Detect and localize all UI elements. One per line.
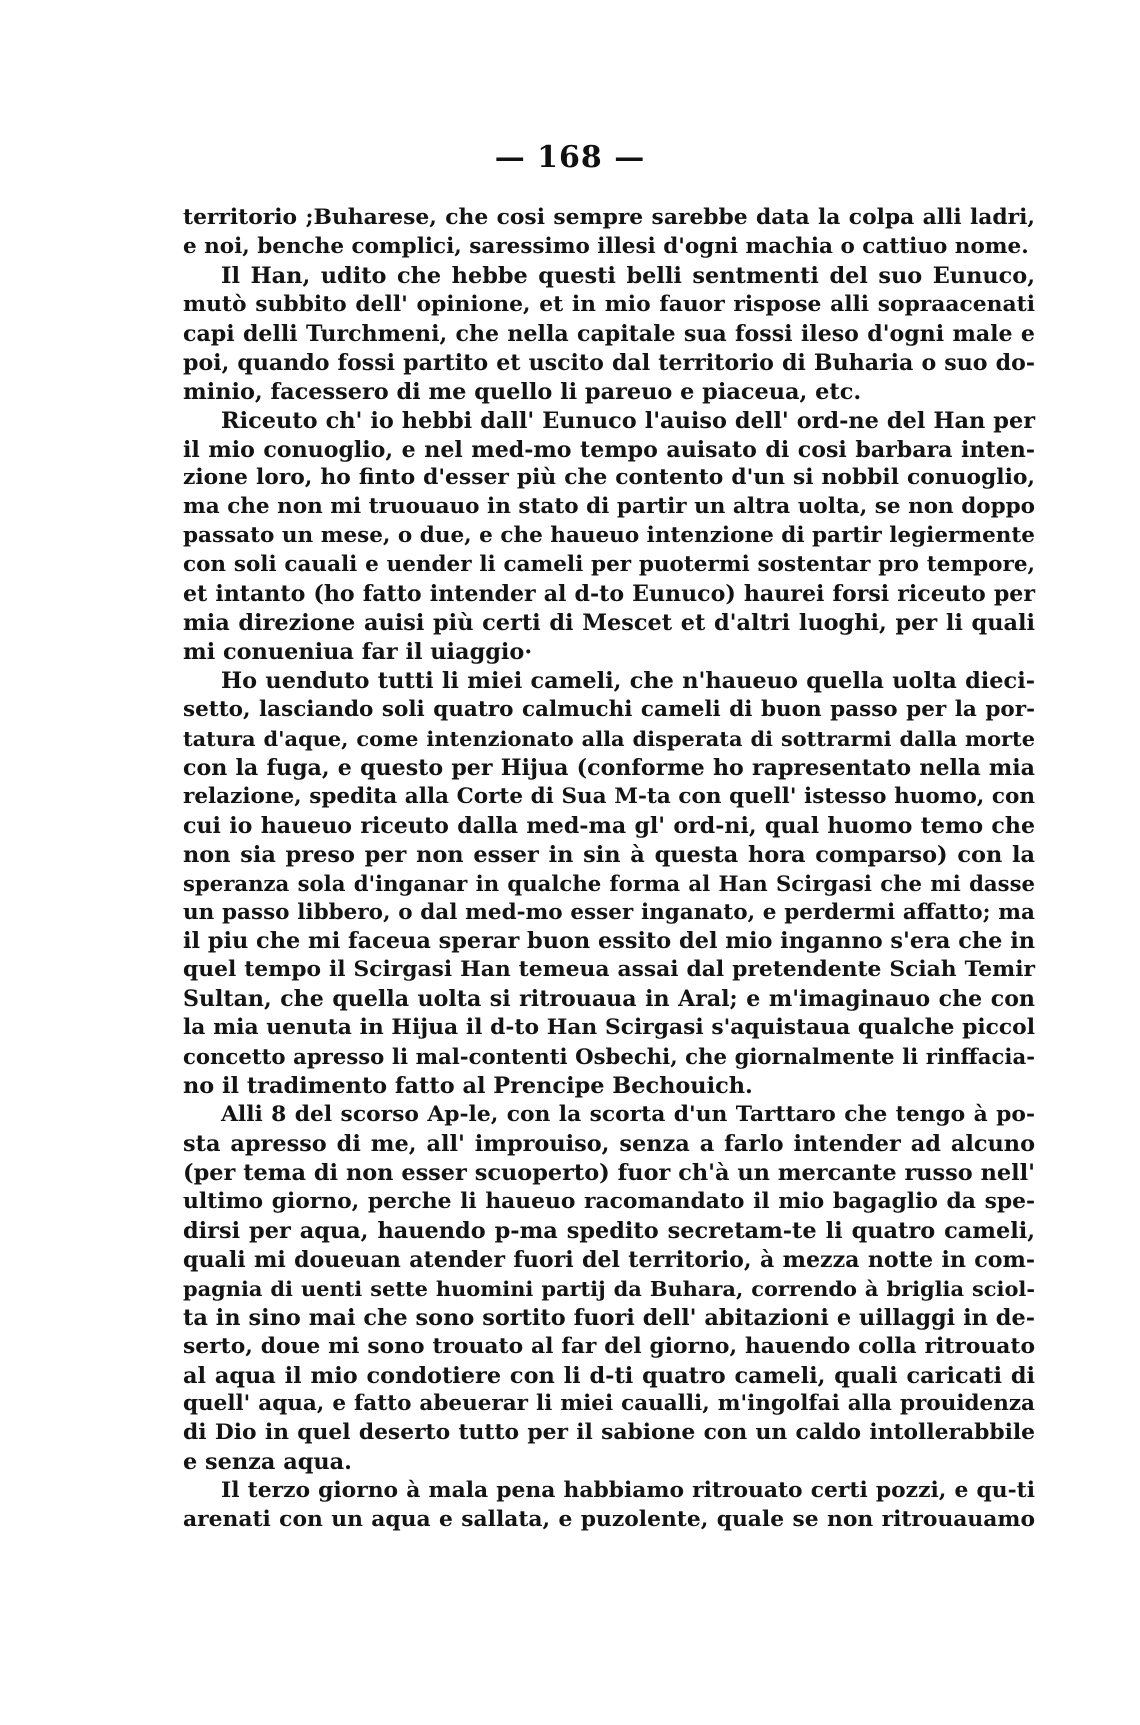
text-line: zione loro, ho finto d'esser più che contento d'un si nobbil conuoglio, xyxy=(183,465,1035,491)
paragraph-first-line: Il terzo giorno à mala pena habbiamo ritrouato certi pozzi, e qu-ti xyxy=(221,1478,1035,1504)
text-line: quel tempo il Scirgasi Han temeua assai dal pretendente Sciah Temir xyxy=(183,957,1035,983)
text-line: mutò subbito dell' opinione, et in mio fauor rispose alli sopraacenati xyxy=(183,291,1035,317)
text-line: minio, facessero di me quello li pareuo e piaceua, etc. xyxy=(183,378,862,405)
text-line: quali mi doueuan atender fuori del territorio, à mezza notte in com- xyxy=(183,1246,1035,1273)
text-line: con soli cauali e uender li cameli per puotermi sostentar pro tempore, xyxy=(183,552,1035,578)
text-line: (per tema di non esser scuoperto) fuor ch'à un mercante russo nell' xyxy=(183,1159,1035,1186)
text-line: arenati con un aqua e sallata, e puzolente, quale se non ritrouauamo xyxy=(183,1507,1035,1533)
text-line: passato un mese, o due, e che haueuo intenzione di partir legiermente xyxy=(183,523,1035,549)
paragraph-first-line: Il Han, udito che hebbe questi belli sentmenti del suo Eunuco, xyxy=(221,262,1035,289)
text-line: il piu che mi faceua sperar buon essito del mio inganno s'era che in xyxy=(183,928,1035,955)
text-line: capi delli Turchmeni, che nella capitale sua fossi ileso d'ogni male e xyxy=(183,320,1035,347)
text-line: non sia preso per non esser in sin à questa hora comparso) con la xyxy=(183,841,1035,868)
text-line: e senza aqua. xyxy=(183,1449,352,1476)
text-line: concetto apresso li mal-contenti Osbechi, che giornalmente li rinffacia- xyxy=(183,1044,1035,1070)
text-line: mi conueniua far il uiaggio· xyxy=(183,639,533,666)
text-line: sta apresso di me, all' improuiso, senza a farlo intender ad alcuno xyxy=(183,1131,1035,1157)
text-line: tatura d'aque, come intenzionato alla disperata di sottrarmi dalla morte xyxy=(183,725,1035,751)
text-line: un passo libbero, o dal med-mo esser inganato, e perdermi affatto; ma xyxy=(183,899,1035,925)
text-line: quell' aqua, e fatto abeuerar li miei caualli, m'ingolfai alla prouidenza xyxy=(183,1391,1035,1417)
text-line: cui io haueuo riceuto dalla med-ma gl' ord-ni, qual huomo temo che xyxy=(183,812,1035,839)
text-line: serto, doue mi sono trouato al far del giorno, hauendo colla ritrouato xyxy=(183,1333,1035,1359)
paragraph-first-line: Alli 8 del scorso Ap-le, con la scorta d'un Tarttaro che tengo à po- xyxy=(221,1102,1035,1128)
text-line: ultimo giorno, perche li haueuo racomandato il mio bagaglio da spe- xyxy=(183,1188,1035,1214)
text-line: ma che non mi truouauo in stato di partir un altra uolta, se non doppo xyxy=(183,494,1035,520)
text-line: ta in sino mai che sono sortito fuori dell' abitazioni e uillaggi in de- xyxy=(183,1304,1035,1331)
paragraph-first-line: Riceuto ch' io hebbi dall' Eunuco l'auiso dell' ord-ne del Han per xyxy=(221,407,1035,434)
text-line: e noi, benche complici, saressimo illesi d'ogni machia o cattiuo nome. xyxy=(183,233,1029,259)
text-line: territorio ;Buharese, che cosi sempre sarebbe data la colpa alli ladri, xyxy=(183,205,1035,230)
page-number: — 168 — xyxy=(494,140,646,175)
text-line: setto, lasciando soli quatro calmuchi cameli di buon passo per la por- xyxy=(183,696,1035,722)
text-line: Sultan, che quella uolta si ritrouaua in Aral; e m'imaginauo che con xyxy=(183,986,1035,1013)
text-line: dirsi per aqua, hauendo p-ma spedito secretam-te li quatro cameli, xyxy=(183,1217,1035,1244)
text-line: speranza sola d'inganar in qualche forma al Han Scirgasi che mi dasse xyxy=(183,870,1035,896)
text-line: no il tradimento fatto al Prencipe Bechouich. xyxy=(183,1073,753,1100)
text-line: con la fuga, e questo per Hijua (conforme ho rapresentato nella mia xyxy=(183,754,1035,781)
text-line: et intanto (ho fatto intender al d-to Eunuco) haurei forsi riceuto per xyxy=(183,581,1035,608)
text-line: al aqua il mio condotiere con li d-ti quatro cameli, quali caricati di xyxy=(183,1362,1035,1389)
text-line: poi, quando fossi partito et uscito dal territorio di Buharia o suo do- xyxy=(183,349,1035,376)
text-line: il mio conuoglio, e nel med-mo tempo auisato di cosi barbara inten- xyxy=(183,436,1035,463)
text-line: la mia uenuta in Hijua il d-to Han Scirgasi s'aquistaua qualche piccol xyxy=(183,1015,1035,1041)
text-line: pagnia di uenti sette huomini partij da Buhara, correndo à briglia sciol- xyxy=(183,1275,1035,1301)
text-line: di Dio in quel deserto tutto per il sabione con un caldo intollerabbile xyxy=(183,1420,1035,1446)
body-text xyxy=(183,204,1035,1535)
paragraph-first-line: Ho uenduto tutti li miei cameli, che n'haueuo quella uolta dieci- xyxy=(221,668,1035,694)
text-line: relazione, spedita alla Corte di Sua M-ta con quell' istesso huomo, con xyxy=(183,783,1035,809)
text-line: mia direzione auisi più certi di Mescet et d'altri luoghi, per li quali xyxy=(183,610,1035,637)
